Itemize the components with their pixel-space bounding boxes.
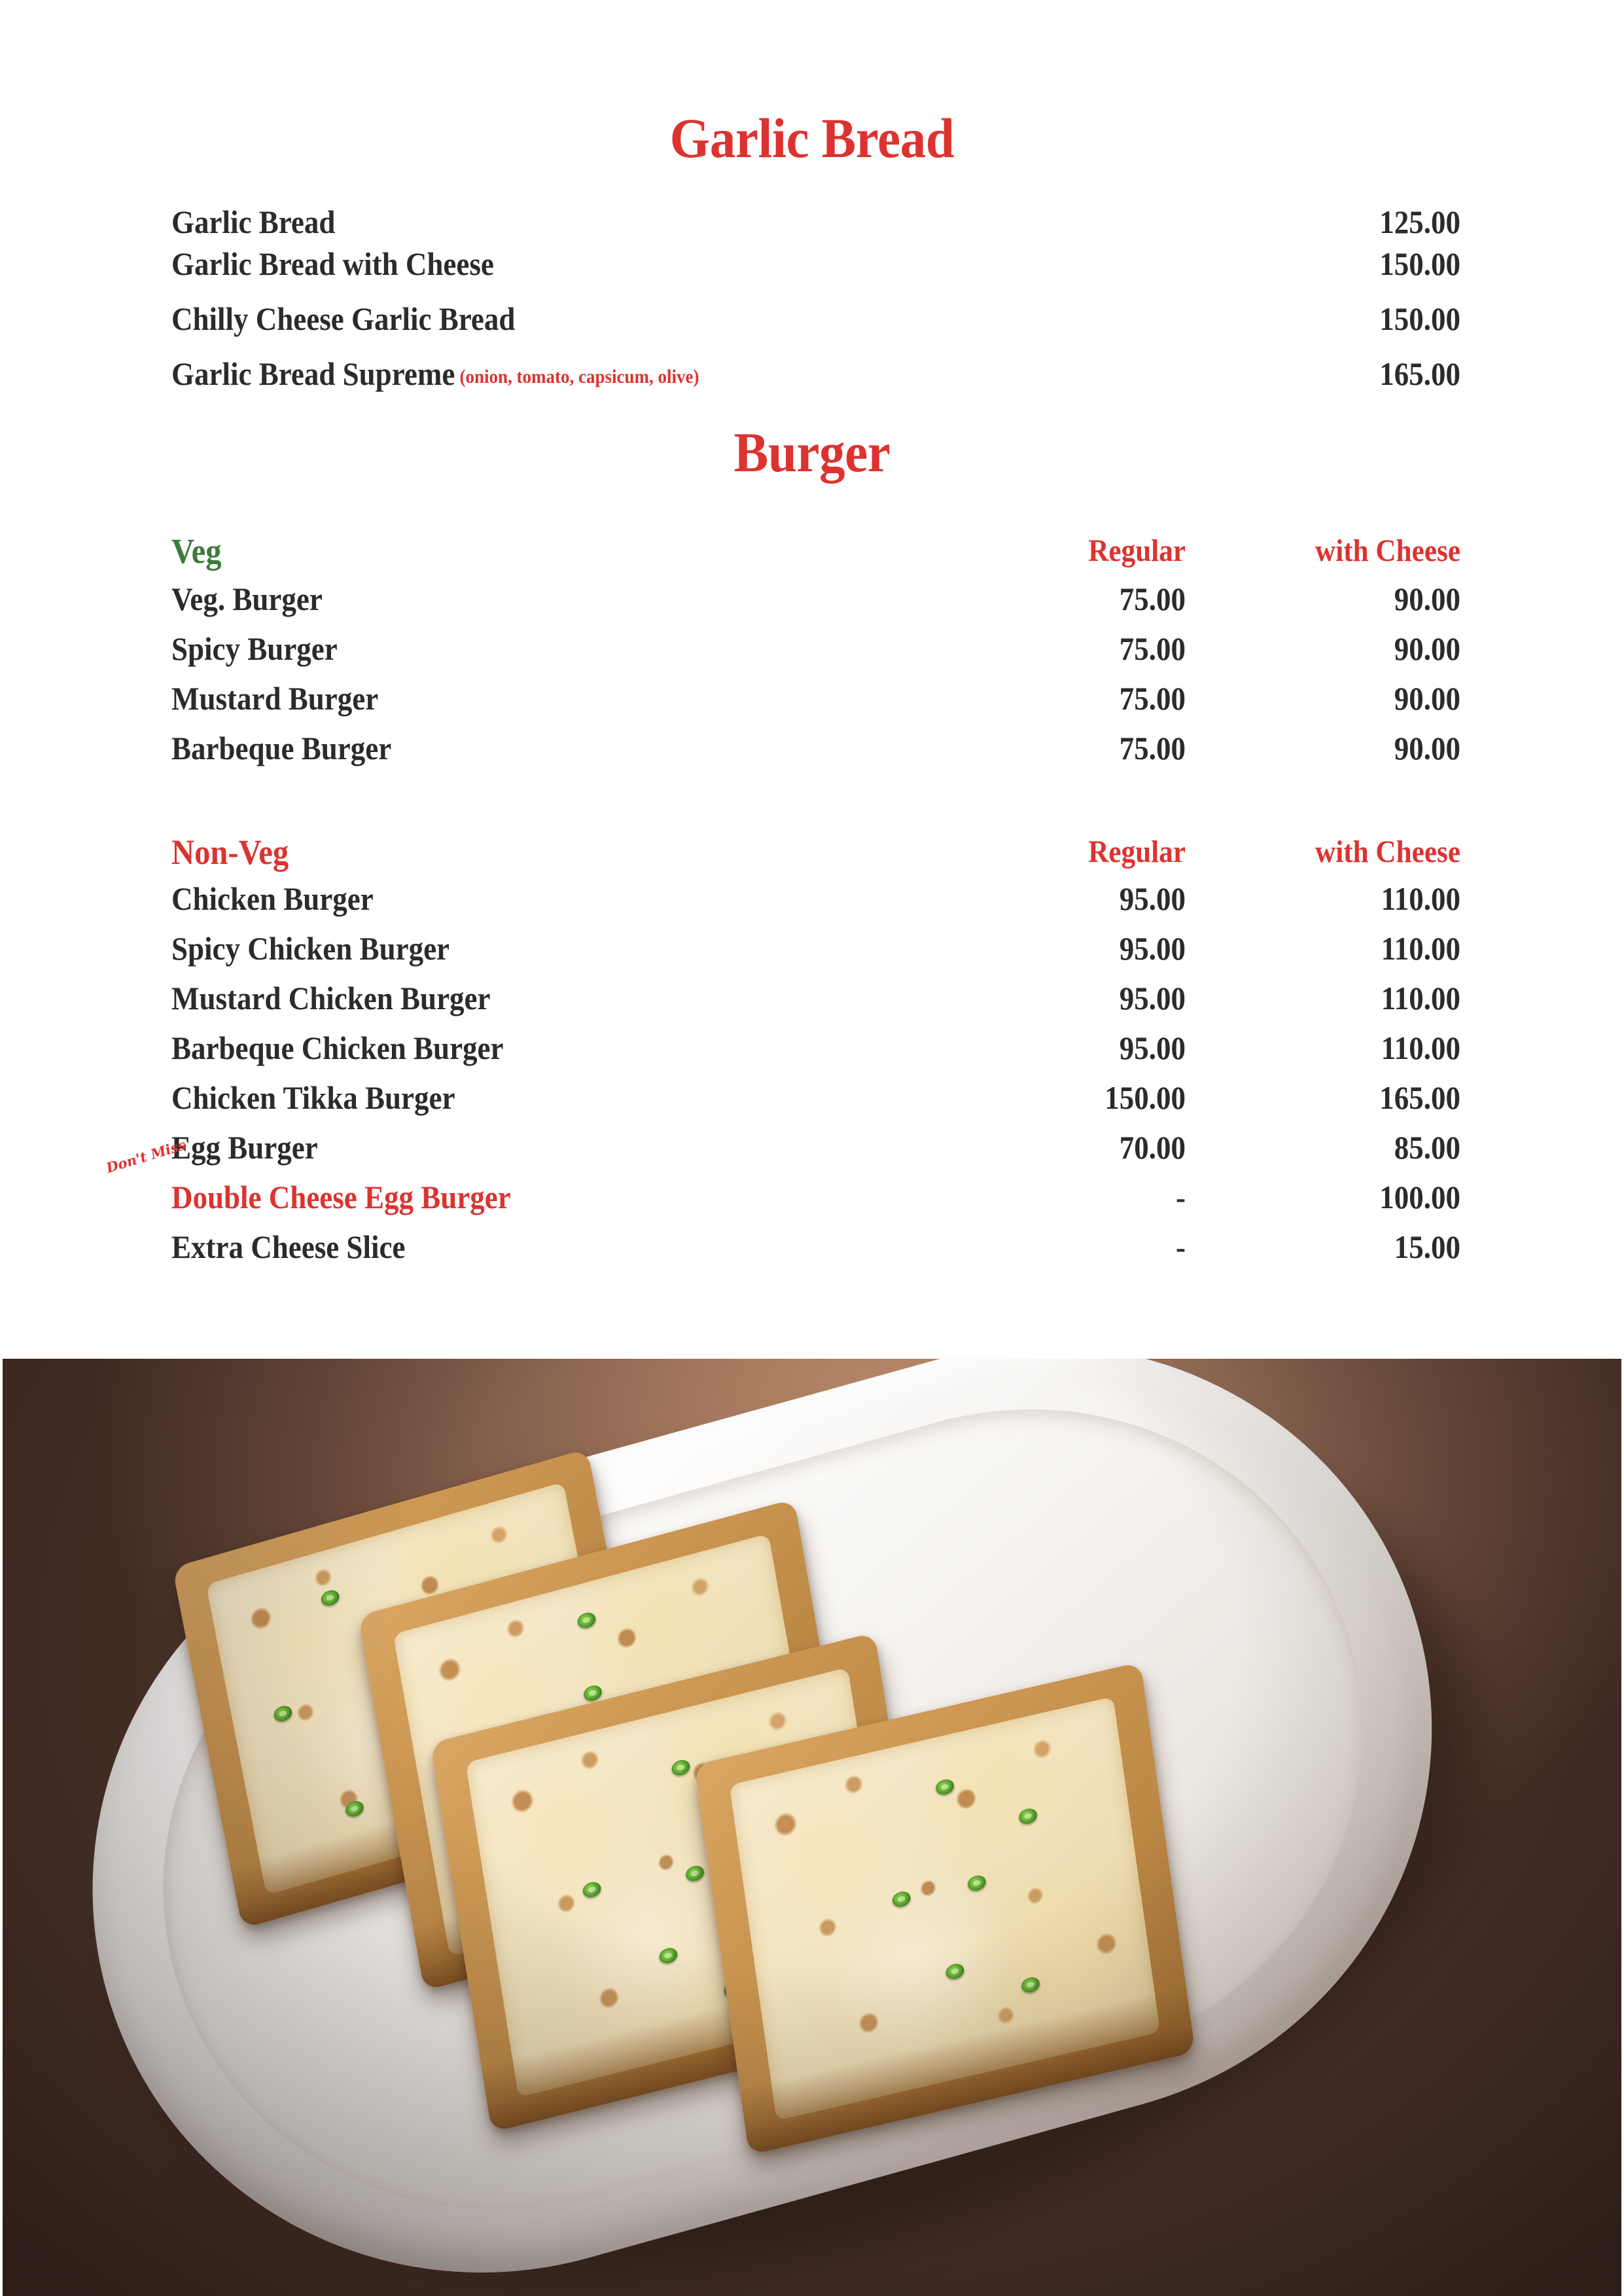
item-name: Garlic Bread Supreme (onion, tomato, capsicum, olive) xyxy=(171,355,699,392)
menu-row-veg-burger xyxy=(171,580,1460,620)
item-detail: (onion, tomato, capsicum, olive) xyxy=(459,366,699,387)
item-name: Chicken Burger xyxy=(171,880,374,917)
group-name-non-veg: Non-Veg xyxy=(171,833,289,872)
item-price: 165.00 xyxy=(1379,355,1460,392)
menu-row-barbeque-burger xyxy=(171,729,1460,770)
item-name: Double Cheese Egg Burger xyxy=(171,1179,511,1215)
item-price-with-cheese: 85.00 xyxy=(1394,1129,1460,1166)
item-name: Garlic Bread with Cheese xyxy=(171,245,494,282)
item-price: 150.00 xyxy=(1379,300,1460,337)
group-name-veg: Veg xyxy=(171,531,222,571)
item-name: Barbeque Burger xyxy=(171,730,392,766)
item-name: Chicken Tikka Burger xyxy=(171,1079,455,1116)
item-name: Mustard Burger xyxy=(171,680,379,717)
menu-row-egg-burger xyxy=(171,1128,1460,1169)
item-price-regular: 75.00 xyxy=(1119,581,1186,617)
menu-row-garlic-bread-supreme xyxy=(171,355,1460,395)
item-price-with-cheese: 90.00 xyxy=(1394,730,1460,766)
group-header-veg xyxy=(171,531,1460,572)
menu-row-chicken-burger xyxy=(171,880,1460,920)
item-price-with-cheese: 110.00 xyxy=(1381,980,1460,1016)
column-header-with-cheese: with Cheese xyxy=(1315,533,1460,568)
item-price-with-cheese: 15.00 xyxy=(1394,1229,1460,1265)
menu-row-spicy-chicken-burger xyxy=(171,929,1460,970)
item-price-with-cheese: 110.00 xyxy=(1381,880,1460,917)
item-price-regular: 95.00 xyxy=(1119,880,1186,917)
item-price-regular: 95.00 xyxy=(1119,1030,1186,1066)
column-header-with-cheese: with Cheese xyxy=(1315,834,1460,869)
column-header-regular: Regular xyxy=(1088,834,1186,869)
menu-row-mustard-chicken-burger xyxy=(171,979,1460,1020)
item-name: Chilly Cheese Garlic Bread xyxy=(171,300,516,337)
item-price-regular: - xyxy=(1176,1229,1186,1265)
group-header-non-veg xyxy=(171,833,1460,873)
menu-row-barbeque-chicken-burger xyxy=(171,1029,1460,1069)
item-name: Spicy Chicken Burger xyxy=(171,930,450,967)
food-photo-garlic-bread xyxy=(3,1359,1621,2296)
item-price: 150.00 xyxy=(1379,245,1460,282)
item-price: 125.00 xyxy=(1379,204,1460,240)
item-price-regular: 75.00 xyxy=(1119,630,1186,667)
menu-row-garlic-bread-with-cheese xyxy=(171,245,1460,285)
item-name: Extra Cheese Slice xyxy=(171,1229,406,1265)
menu-row-chicken-tikka-burger xyxy=(171,1079,1460,1119)
item-price-with-cheese: 110.00 xyxy=(1381,1030,1460,1066)
item-price-regular: - xyxy=(1176,1179,1186,1215)
item-price-regular: 95.00 xyxy=(1119,980,1186,1016)
menu-row-garlic-bread xyxy=(171,203,1460,243)
item-price-with-cheese: 90.00 xyxy=(1394,630,1460,667)
item-price-with-cheese: 100.00 xyxy=(1379,1179,1460,1215)
item-name: Mustard Chicken Burger xyxy=(171,980,491,1016)
dont-miss-badge: Don't Miss xyxy=(104,1136,188,1176)
item-name: Egg Burger xyxy=(171,1129,318,1166)
menu-row-extra-cheese-slice xyxy=(171,1228,1460,1268)
item-name: Veg. Burger xyxy=(171,581,323,617)
item-price-regular: 150.00 xyxy=(1104,1079,1186,1116)
item-name: Spicy Burger xyxy=(171,630,338,667)
column-header-regular: Regular xyxy=(1088,533,1186,568)
section-title-garlic-bread: Garlic Bread xyxy=(669,107,955,170)
item-price-with-cheese: 90.00 xyxy=(1394,581,1460,617)
item-price-with-cheese: 90.00 xyxy=(1394,680,1460,717)
item-price-with-cheese: 110.00 xyxy=(1381,930,1460,967)
item-name: Garlic Bread xyxy=(171,204,336,240)
item-price-with-cheese: 165.00 xyxy=(1379,1079,1460,1116)
menu-row-spicy-burger xyxy=(171,630,1460,670)
menu-row-mustard-burger xyxy=(171,679,1460,720)
item-name: Barbeque Chicken Burger xyxy=(171,1030,504,1066)
item-price-regular: 70.00 xyxy=(1119,1129,1186,1166)
section-title-burger: Burger xyxy=(733,421,891,484)
menu-row-chilly-cheese-garlic-bread xyxy=(171,300,1460,340)
item-price-regular: 95.00 xyxy=(1119,930,1186,967)
item-price-regular: 75.00 xyxy=(1119,680,1186,717)
item-price-regular: 75.00 xyxy=(1119,730,1186,766)
